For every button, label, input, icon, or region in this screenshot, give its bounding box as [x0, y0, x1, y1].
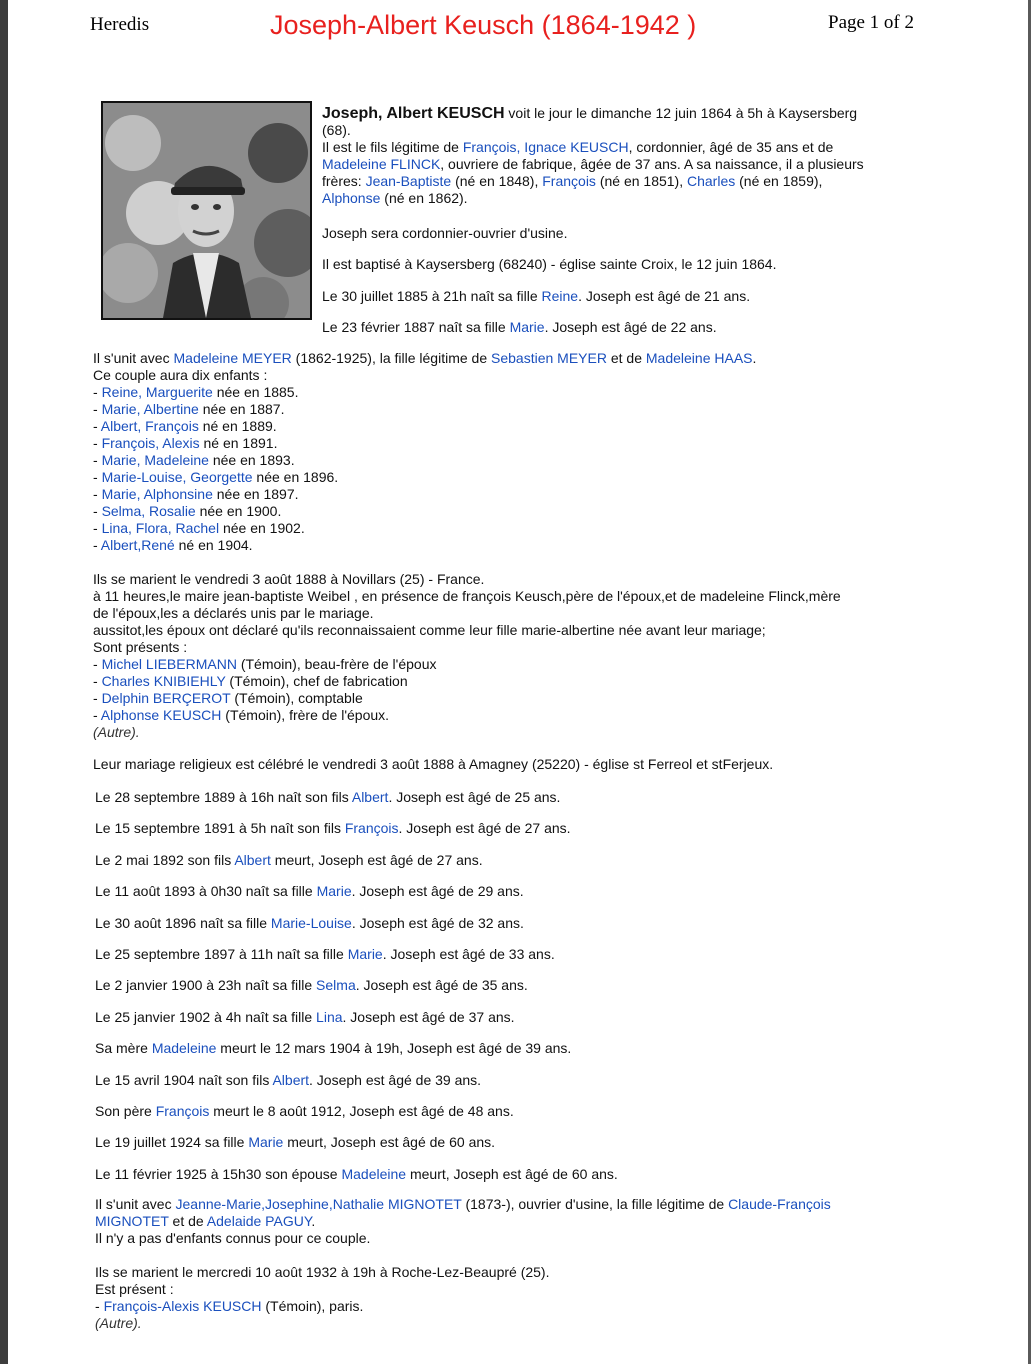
- other-label: (Autre).: [93, 724, 140, 740]
- link-spouse-mother[interactable]: Adelaide PAGUY: [206, 1213, 312, 1229]
- marriage-1-block: [93, 571, 841, 741]
- bio-line-5: frères: Jean-Baptiste (né en 1848), François (né en 1851), Charles (né en 1859),: [322, 173, 823, 189]
- event-line: Le 30 août 1896 naît sa fille Marie-Louise. Joseph est âgé de 32 ans.: [95, 915, 524, 931]
- link-person[interactable]: Marie: [347, 946, 383, 962]
- union-2-block: [95, 1196, 831, 1247]
- link-mother[interactable]: Madeleine FLINCK: [322, 156, 441, 172]
- children-list: [93, 384, 756, 554]
- window-frame-left: [0, 0, 8, 1364]
- link-person[interactable]: Albert: [351, 789, 389, 805]
- baptism-line: Il est baptisé à Kaysersberg (68240) - église sainte Croix, le 12 juin 1864.: [322, 256, 777, 272]
- link-child[interactable]: Marie, Albertine: [101, 401, 199, 417]
- link-child[interactable]: Marie, Madeleine: [101, 452, 209, 468]
- link-brother[interactable]: Alphonse: [322, 190, 381, 206]
- header-app-name: Heredis: [90, 14, 150, 35]
- link-spouse-father[interactable]: Claude-François: [728, 1196, 831, 1212]
- link-person[interactable]: Albert: [272, 1072, 310, 1088]
- marriage-line: Ils se marient le mercredi 10 août 1932 à 19h à Roche-Lez-Beaupré (25).: [95, 1264, 550, 1280]
- link-brother[interactable]: François: [542, 173, 596, 189]
- bio-line-3: Il est le fils légitime de François, Ignace KEUSCH, cordonnier, âgé de 35 ans et de: [322, 139, 834, 155]
- link-person[interactable]: Marie: [316, 883, 352, 899]
- bio-line-1: Joseph, Albert KEUSCH voit le jour le dimanche 12 juin 1864 à 5h à Kaysersberg: [322, 105, 858, 122]
- link-witness[interactable]: Alphonse KEUSCH: [100, 707, 222, 723]
- religious-line: Leur mariage religieux est célébré le vendredi 3 août 1888 à Amagney (25220) - église st Ferreol et stFerjeux.: [93, 756, 774, 772]
- present-label: Est présent :: [95, 1281, 174, 1297]
- list-item: - Marie-Louise, Georgette née en 1896.: [93, 469, 339, 485]
- bio-line-2: (68).: [322, 122, 351, 138]
- witness-item: - Charles KNIBIEHLY (Témoin), chef de fabrication: [93, 673, 408, 689]
- page-title: Joseph-Albert Keusch (1864-1942 ): [270, 10, 697, 40]
- other-label: (Autre).: [95, 1315, 142, 1331]
- event-line: Sa mère Madeleine meurt le 12 mars 1904 à 19h, Joseph est âgé de 39 ans.: [95, 1040, 572, 1056]
- list-item: - Reine, Marguerite née en 1885.: [93, 384, 299, 400]
- union-2-line: MIGNOTET et de Adelaide PAGUY.: [95, 1213, 316, 1229]
- link-person[interactable]: François: [155, 1103, 210, 1119]
- event-line: Son père François meurt le 8 août 1912, Joseph est âgé de 48 ans.: [95, 1103, 514, 1119]
- list-item: - Albert, François né en 1889.: [93, 418, 277, 434]
- link-child[interactable]: Reine, Marguerite: [101, 384, 213, 400]
- event-line: Le 25 janvier 1902 à 4h naît sa fille Lina. Joseph est âgé de 37 ans.: [95, 1009, 515, 1025]
- bio-line-6: Alphonse (né en 1862).: [322, 190, 468, 206]
- bio-line-4: Madeleine FLINCK, ouvriere de fabrique, âgée de 37 ans. A sa naissance, il a plusieurs: [322, 156, 864, 172]
- job-line: Joseph sera cordonnier-ouvrier d'usine.: [322, 225, 568, 241]
- link-spouse-mother[interactable]: Madeleine HAAS: [645, 350, 753, 366]
- link-child[interactable]: François, Alexis: [101, 435, 200, 451]
- link-brother[interactable]: Jean-Baptiste: [365, 173, 452, 189]
- link-child[interactable]: Albert, François: [100, 418, 199, 434]
- marriage-line: à 11 heures,le maire jean-baptiste Weibel , en présence de françois Keusch,père de l'époux,et de madeleine Flinck,mère: [93, 588, 841, 604]
- event-line: Le 28 septembre 1889 à 16h naît son fils Albert. Joseph est âgé de 25 ans.: [95, 789, 561, 805]
- bio-paragraph: [322, 105, 864, 207]
- event-line: Le 15 septembre 1891 à 5h naît son fils François. Joseph est âgé de 27 ans.: [95, 820, 571, 836]
- link-person[interactable]: Selma: [316, 977, 356, 993]
- link-witness[interactable]: François-Alexis KEUSCH: [103, 1298, 262, 1314]
- witness-item: - Michel LIEBERMANN (Témoin), beau-frère de l'époux: [93, 656, 437, 672]
- marriage-line: Ils se marient le vendredi 3 août 1888 à Novillars (25) - France.: [93, 571, 485, 587]
- list-item: - Lina, Flora, Rachel née en 1902.: [93, 520, 305, 536]
- union-2-line: Il s'unit avec Jeanne-Marie,Josephine,Nathalie MIGNOTET (1873-), ouvrier d'usine, la fille légitime de Claude-François: [95, 1196, 831, 1212]
- link-child[interactable]: Lina, Flora, Rachel: [101, 520, 220, 536]
- link-spouse-father[interactable]: MIGNOTET: [95, 1213, 169, 1229]
- marriage-line: de l'époux,les a déclarés unis par le mariage.: [93, 605, 374, 621]
- event-line: Le 19 juillet 1924 sa fille Marie meurt, Joseph est âgé de 60 ans.: [95, 1134, 496, 1150]
- event-line: Le 2 janvier 1900 à 23h naît sa fille Selma. Joseph est âgé de 35 ans.: [95, 977, 528, 993]
- link-child[interactable]: Marie, Alphonsine: [101, 486, 213, 502]
- link-witness[interactable]: Michel LIEBERMANN: [101, 656, 237, 672]
- link-spouse-father[interactable]: Sebastien MEYER: [491, 350, 607, 366]
- list-item: - Marie, Alphonsine née en 1897.: [93, 486, 299, 502]
- link-father[interactable]: François, Ignace KEUSCH: [462, 139, 629, 155]
- subject-name: Joseph, Albert KEUSCH: [322, 105, 505, 122]
- union-1-line: Il s'unit avec Madeleine MEYER (1862-1925), la fille légitime de Sebastien MEYER et de Madeleine HAAS.: [93, 350, 757, 366]
- link-person[interactable]: Lina: [316, 1009, 343, 1025]
- link-brother[interactable]: Charles: [687, 173, 736, 189]
- link-person[interactable]: Madeleine: [151, 1040, 217, 1056]
- marriage-line: aussitot,les époux ont déclaré qu'ils reconnaissaient comme leur fille marie-albertine née avant leur mariage;: [93, 622, 766, 638]
- list-item: - Selma, Rosalie née en 1900.: [93, 503, 282, 519]
- link-child[interactable]: Marie-Louise, Georgette: [101, 469, 253, 485]
- link-spouse[interactable]: Jeanne-Marie,Josephine,Nathalie MIGNOTET: [175, 1196, 462, 1212]
- event-line: Le 2 mai 1892 son fils Albert meurt, Joseph est âgé de 27 ans.: [95, 852, 483, 868]
- link-person[interactable]: Marie: [248, 1134, 284, 1150]
- link-child[interactable]: Reine: [541, 288, 579, 304]
- event-line: Le 11 août 1893 à 0h30 naît sa fille Marie. Joseph est âgé de 29 ans.: [95, 883, 524, 899]
- link-spouse[interactable]: Madeleine MEYER: [173, 350, 292, 366]
- no-children-line: Il n'y a pas d'enfants connus pour ce couple.: [95, 1230, 371, 1246]
- link-witness[interactable]: Charles KNIBIEHLY: [101, 673, 226, 689]
- link-person[interactable]: François: [344, 820, 399, 836]
- marriage-2-block: [95, 1264, 549, 1332]
- link-person[interactable]: Madeleine: [341, 1166, 407, 1182]
- page-number: Page 1 of 2: [828, 12, 915, 33]
- list-item: - Marie, Albertine née en 1887.: [93, 401, 285, 417]
- link-child[interactable]: Selma, Rosalie: [101, 503, 196, 519]
- portrait-photo-icon: [101, 101, 312, 320]
- link-witness[interactable]: Delphin BERÇEROT: [101, 690, 231, 706]
- witness-item: - Delphin BERÇEROT (Témoin), comptable: [93, 690, 363, 706]
- event-line: Le 23 février 1887 naît sa fille Marie. Joseph est âgé de 22 ans.: [322, 319, 717, 335]
- event-line: Le 30 juillet 1885 à 21h naît sa fille Reine. Joseph est âgé de 21 ans.: [322, 288, 751, 304]
- list-item: - Albert,René né en 1904.: [93, 537, 253, 553]
- couple-line: Ce couple aura dix enfants :: [93, 367, 268, 383]
- link-child[interactable]: Marie: [509, 319, 545, 335]
- event-line: Le 15 avril 1904 naît son fils Albert. Joseph est âgé de 39 ans.: [95, 1072, 482, 1088]
- list-item: - François, Alexis né en 1891.: [93, 435, 278, 451]
- list-item: - Marie, Madeleine née en 1893.: [93, 452, 295, 468]
- link-child[interactable]: Albert,René: [100, 537, 175, 553]
- link-person[interactable]: Marie-Louise: [270, 915, 352, 931]
- present-label: Sont présents :: [93, 639, 188, 655]
- witness-item: - Alphonse KEUSCH (Témoin), frère de l'époux.: [93, 707, 390, 723]
- link-person[interactable]: Albert: [234, 852, 271, 868]
- event-line: Le 11 février 1925 à 15h30 son épouse Madeleine meurt, Joseph est âgé de 60 ans.: [95, 1166, 618, 1182]
- event-line: Le 25 septembre 1897 à 11h naît sa fille Marie. Joseph est âgé de 33 ans.: [95, 946, 555, 962]
- witness-item: - François-Alexis KEUSCH (Témoin), paris.: [95, 1298, 364, 1314]
- union-1-block: [93, 350, 756, 554]
